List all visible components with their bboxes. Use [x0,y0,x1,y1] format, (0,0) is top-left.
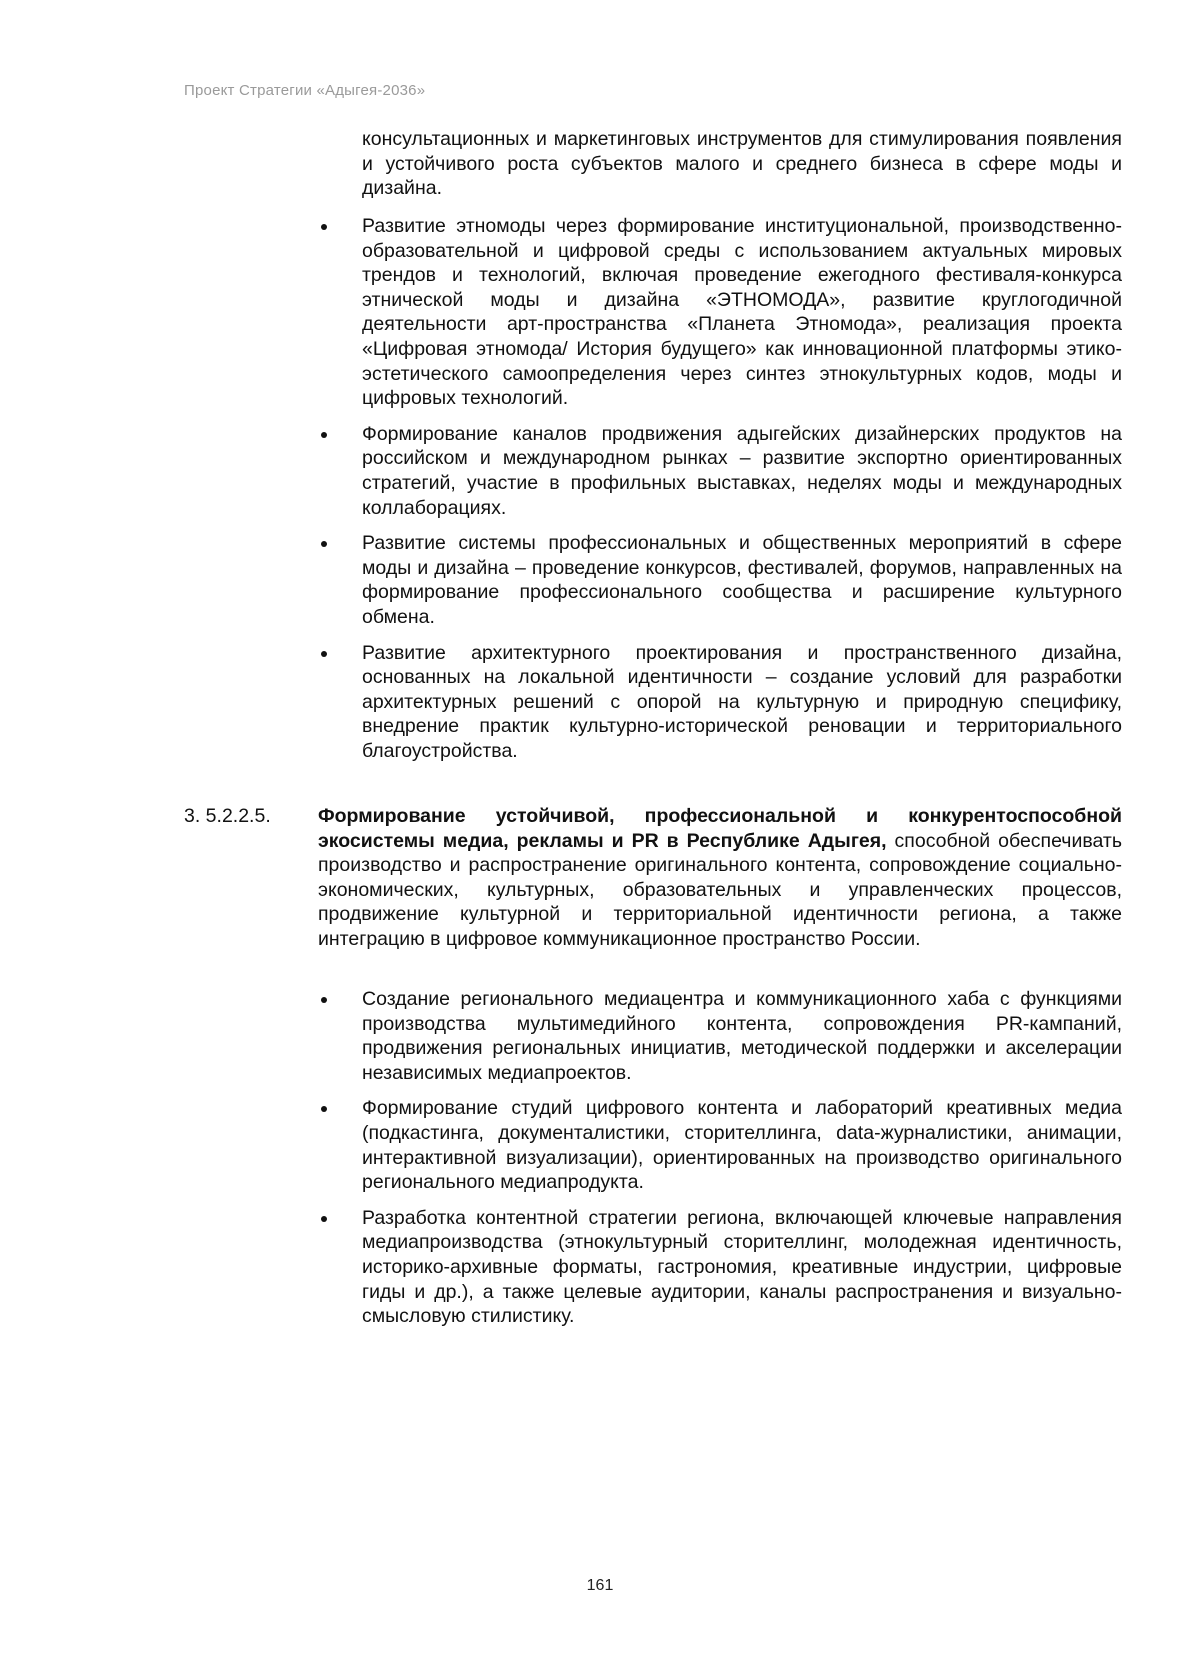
list-item-text: Развитие этномоды через формирование институциональной, производственно-образовательной и цифровой среды с использованием актуальных мировых трендов и технологий, включая проведение ежегодного фестиваля-конкурса этнической моды и дизайна «ЭТНОМОДА», развитие круглогодичной деятельности арт-пространства «Планета Этномода», реализация проекта «Цифровая этномода/ История будущего» как инновационной платформы этико-эстетического самоопределения через синтез этнокультурных кодов, моды и цифровых технологий. [362,215,1122,410]
list-item-text: Развитие архитектурного проектирования и пространственного дизайна, основанных на локальной идентичности – создание условий для разработки архитектурных решений с опорой на культурную и природную специфику, внедрение практик культурно-исторической реновации и территориального благоустройства. [362,641,1122,762]
bullet-icon [321,541,327,547]
running-header: Проект Стратегии «Адыгея-2036» [184,82,426,99]
list-item [318,422,1122,520]
bullet-icon [321,997,327,1003]
section-media-ecosystem [184,804,1122,952]
section-paragraph [318,804,1122,952]
section-title: Формирование устойчивой, профессиональной и конкурентоспособной экосистемы медиа, рекламы и PR в Республике Адыгея, [318,805,1122,852]
list-item-text: Создание регионального медиацентра и коммуникационного хаба с функциями производства мультимедийного контента, сопровождения PR-кампаний, продвижения региональных инициатив, методической поддержки и акселерации независимых медиапроектов. [362,988,1122,1084]
bullet-list-fashion-design [318,214,1122,774]
list-item [318,214,1122,411]
bullet-icon [321,1216,327,1222]
list-item [318,531,1122,629]
page-number: 161 [586,1577,614,1594]
list-item [318,987,1122,1085]
list-item-text: Формирование студий цифрового контента и лабораторий креативных медиа (подкастинга, документалистики, сторителлинга, data-журналистики, анимации, интерактивной визуализации), ориентированных на производство оригинального регионального медиапродукта. [362,1097,1122,1194]
continuation-paragraph: консультационных и маркетинговых инструментов для стимулирования появления и устойчивого роста субъектов малого и среднего бизнеса в сфере моды и дизайна. [362,128,1122,200]
bullet-icon [321,224,327,230]
list-item [318,641,1122,764]
bullet-icon [321,1106,327,1112]
bullet-icon [321,651,327,657]
list-item-text: Развитие системы профессиональных и общественных мероприятий в сфере моды и дизайна – проведение конкурсов, фестивалей, форумов, направленных на формирование профессионального сообщества и расширение культурного обмена. [362,532,1122,628]
list-item-text: Разработка контентной стратегии региона, включающей ключевые направления медиапроизводства (этнокультурный сторителлинг, молодежная идентичность, историко-архивные форматы, гастрономия, креативные индустрии, цифровые гиды и др.), а также целевые аудитории, каналы распространения и визуально-смысловую стилистику. [362,1206,1122,1328]
list-item [318,1096,1122,1194]
bullet-list-media [318,987,1122,1340]
list-item [318,1206,1122,1329]
section-body-text: способной обеспечивать производство и распространение оригинального контента, сопровождение социально-экономических, культурных, образовательных и управленческих процессов, продвижение культурной и территориальной идентичности региона, а также интеграцию в цифровое коммуникационное пространство России. [318,829,1122,950]
bullet-icon [321,432,327,438]
list-item-text: Формирование каналов продвижения адыгейских дизайнерских продуктов на российском и международном рынках – развитие экспортно ориентированных стратегий, участие в профильных выставках, неделях моды и международных коллаборациях. [362,422,1122,519]
section-number: 3. 5.2.2.5. [184,805,271,827]
